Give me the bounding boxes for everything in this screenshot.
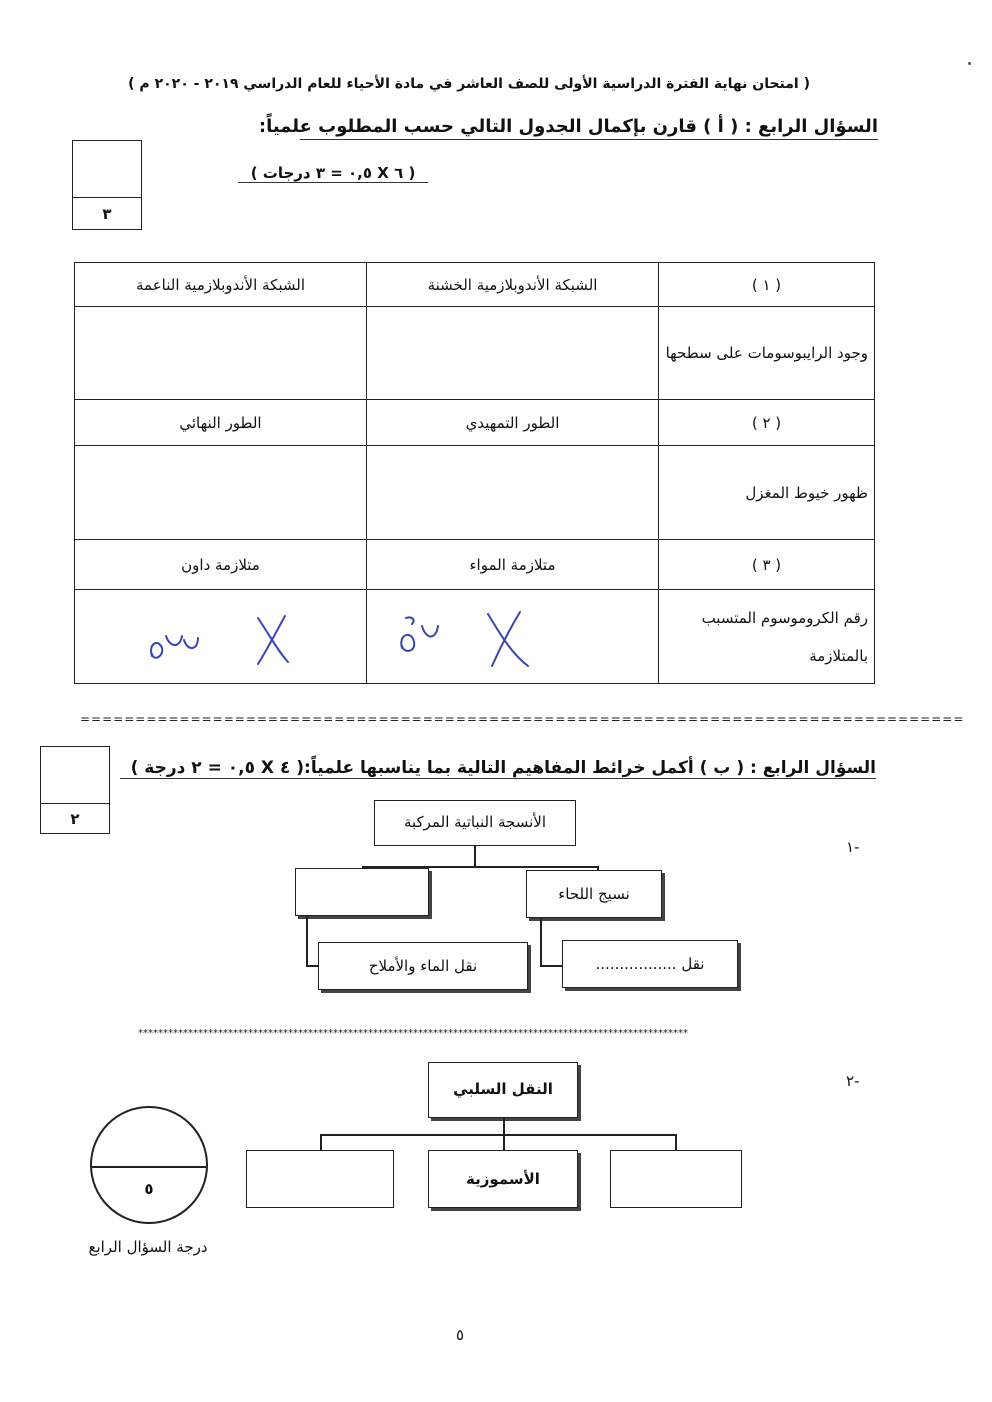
map-1-right-leaf[interactable]: نقل ................. — [562, 940, 738, 988]
header-cell: الشبكة الأندوبلازمية الخشنة — [367, 263, 659, 307]
header-cell: الطور النهائي — [75, 400, 367, 446]
connector — [540, 965, 562, 967]
row-label: رقم الكروموسوم المتسبب بالمتلازمة — [659, 590, 875, 684]
map-1-right-child-label: نسيج اللحاء — [558, 885, 630, 903]
answer-cell[interactable] — [367, 307, 659, 400]
separator-equals: ================================================================================ — [80, 712, 965, 726]
map-2-middle: الأسموزية — [428, 1150, 578, 1208]
connector — [503, 1118, 505, 1135]
score-box-4a-value: ٣ — [102, 205, 112, 223]
table-row — [75, 446, 875, 540]
map-2-root: النقل السلبي — [428, 1062, 578, 1118]
question-4b-title: السؤال الرابع : ( ب ) أكمل خرائط المفاهيم التالية بما يناسبها علمياً:( ٤ X ٠,٥ = ٢ درجة ) — [120, 758, 876, 779]
handwritten-marks — [140, 596, 560, 676]
scribble-icon — [401, 617, 438, 650]
cross-mark-icon — [258, 616, 288, 664]
question-4a-title: السؤال الرابع : ( أ ) قارن بإكمال الجدول التالي حسب المطلوب علمياً: — [300, 116, 878, 140]
circle-divider — [91, 1166, 207, 1168]
scribble-icon — [151, 636, 198, 658]
table-row — [75, 263, 875, 307]
connector — [540, 918, 542, 966]
row-label: ( ٢ ) — [659, 400, 875, 446]
row-label: وجود الرايبوسومات على سطحها — [659, 307, 875, 400]
header-cell: الشبكة الأندوبلازمية الناعمة — [75, 263, 367, 307]
row-label: ( ١ ) — [659, 263, 875, 307]
map-1-root: الأنسجة النباتية المركبة — [374, 800, 576, 846]
total-score-label: درجة السؤال الرابع — [88, 1238, 208, 1256]
map-2-right-blank[interactable] — [610, 1150, 742, 1208]
separator-stars: ************************************************************************************************************** — [138, 1028, 688, 1039]
table-row — [75, 307, 875, 400]
map-1-number: ١- — [846, 838, 860, 856]
map-1-left-leaf: نقل الماء والأملاح — [318, 942, 528, 990]
question-4a-marks: ( ٦ X ٠,٥ = ٣ درجات ) — [238, 164, 428, 183]
score-box-4a — [72, 140, 142, 230]
map-2-left-blank[interactable] — [246, 1150, 394, 1208]
connector — [474, 846, 476, 867]
score-box-4b-empty — [41, 747, 109, 804]
answer-cell[interactable] — [75, 307, 367, 400]
cross-mark-icon — [488, 612, 528, 666]
connector — [320, 1134, 676, 1136]
connector — [306, 916, 308, 966]
map-1-left-child-blank[interactable] — [295, 868, 429, 916]
answer-cell[interactable] — [75, 446, 367, 540]
header-cell: الطور التمهيدي — [367, 400, 659, 446]
map-1-right-child — [526, 870, 662, 918]
table-row — [75, 400, 875, 446]
score-box-4b — [40, 746, 110, 834]
header-cell: متلازمة المواء — [367, 540, 659, 590]
exam-header: ( امتحان نهاية الفترة الدراسية الأولى للصف العاشر في مادة الأحياء للعام الدراسي ٢٠١٩ - ٢٠٢٠ م ) — [128, 76, 810, 92]
row-label: ( ٣ ) — [659, 540, 875, 590]
map-2-number: ٢- — [846, 1072, 860, 1090]
table-row — [75, 540, 875, 590]
answer-cell[interactable] — [367, 446, 659, 540]
total-score-value: ٥ — [144, 1180, 154, 1198]
header-cell: متلازمة داون — [75, 540, 367, 590]
score-box-4b-value: ٢ — [70, 810, 80, 828]
page-number: ٥ — [455, 1326, 465, 1344]
corner-dot — [968, 62, 971, 65]
connector — [306, 965, 318, 967]
total-score-circle — [90, 1106, 208, 1224]
score-box-4a-empty — [73, 141, 141, 198]
row-label: ظهور خيوط المغزل — [659, 446, 875, 540]
